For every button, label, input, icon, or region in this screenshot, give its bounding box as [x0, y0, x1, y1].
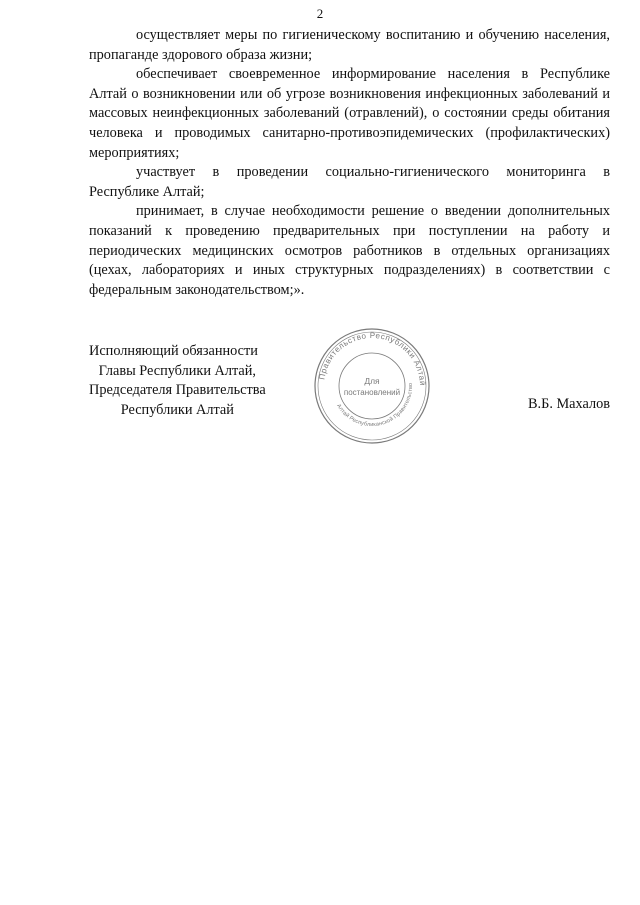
paragraph-1: осуществляет меры по гигиеническому воспитанию и обучению населения, пропаганде здорового образа жизни; — [89, 27, 610, 63]
paragraph-2: обеспечивает своевременное информирование населения в Республике Алтай о возникновении или об угрозе возникновения инфекционных заболеваний и массовых неинфекционных заболеваний (отравлений), о состоянии среды обитания человека и проводимых санитарно-противоэпидемических (профилактических) мероприятиях; — [89, 66, 610, 161]
signatory-position-line-4: Республики Алтай — [120, 401, 234, 418]
paragraph-3: участвует в проведении социально-гигиенического мониторинга в Республике Алтай; — [89, 164, 610, 200]
document-body — [89, 26, 610, 300]
seal-inner-textpath: Алтай Республиканской Правительство — [335, 382, 415, 429]
page-number: 2 — [316, 6, 324, 21]
paragraph-4: принимает, в случае необходимости решение о введении дополнительных показаний к проведению предварительных при поступлении на работу и периодических медицинских осмотров работников в отдельных организациях (цехах, лабораториях и иных структурных подразделениях) в соответствии с федеральным законодательством;». — [89, 203, 610, 298]
official-seal-stamp — [312, 326, 432, 446]
seal-center-line-2: постановлений — [343, 388, 401, 397]
signatory-position-line-3: Председателя Правительства — [89, 382, 266, 399]
signatory-position-line-2: Главы Республики Алтай, — [98, 362, 257, 379]
seal-center-line-1: Для — [364, 376, 380, 386]
signatory-position — [89, 342, 266, 420]
seal-outer-textpath: Правительство Республики Алтай — [317, 330, 428, 387]
seal-inner-ring — [339, 353, 405, 419]
signatory-position-line-1: Исполняющий обязанности — [89, 343, 258, 359]
signatory-name: В.Б. Махалов — [528, 396, 610, 412]
